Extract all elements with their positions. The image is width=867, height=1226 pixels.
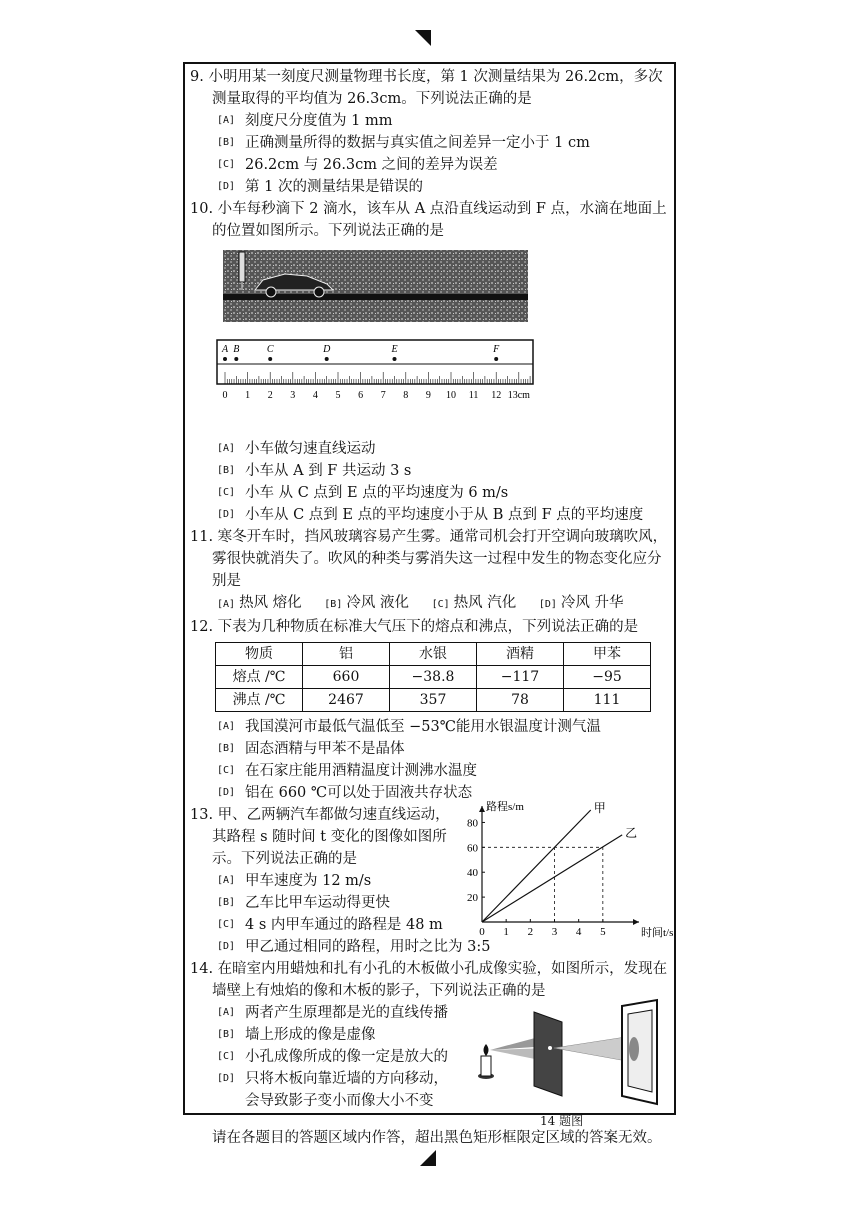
- table-header-cell: 酒精: [477, 643, 564, 666]
- ruler-tick-label: 12: [491, 390, 502, 401]
- table-cell: −38.8: [390, 666, 477, 689]
- question-11-option-d[interactable]: [D] 冷风 升华: [538, 595, 624, 611]
- ground-texture: [223, 300, 528, 322]
- question-12-option-d[interactable]: [D] 铝在 660 ℃可以处于固液共存状态: [217, 785, 473, 801]
- question-10-option-a[interactable]: [A] 小车做匀速直线运动: [217, 441, 376, 457]
- question-14-option-b[interactable]: [B] 墙上形成的像是虚像: [217, 1027, 376, 1043]
- pinhole-experiment-figure: [472, 1000, 667, 1108]
- water-drop-label: F: [493, 344, 500, 355]
- chart-axes: [479, 806, 639, 925]
- question-11-option-a[interactable]: [A] 热风 熔化: [217, 595, 302, 611]
- table-header-cell: 物质: [216, 643, 303, 666]
- question-9-option-b[interactable]: [B] 正确测量所得的数据与真实值之间差异一定小于 1 cm: [217, 135, 590, 151]
- answer-area: [190, 66, 674, 1128]
- ruler-tick-label: 3: [290, 390, 296, 401]
- water-drop-label: D: [323, 344, 331, 355]
- table-header-cell: 水银: [390, 643, 477, 666]
- alignment-mark-bottom: [420, 1150, 436, 1166]
- question-10-option-b[interactable]: [B] 小车从 A 到 F 共运动 3 s: [217, 463, 412, 479]
- x-tick-label: 3: [551, 926, 558, 938]
- ruler: [217, 340, 533, 384]
- table-cell: 沸点 /℃: [216, 689, 303, 712]
- figure-14-caption: 14 题图: [540, 1114, 584, 1128]
- y-axis-label: 路程s/m: [486, 801, 524, 813]
- table-cell: −95: [564, 666, 651, 689]
- series-label: 甲: [593, 801, 606, 815]
- ruler-tick-label: 8: [403, 390, 409, 401]
- question-10-option-c[interactable]: [C] 小车 从 C 点到 E 点的平均速度为 6 m/s: [217, 485, 509, 501]
- table-cell: −117: [477, 666, 564, 689]
- question-11-option-c[interactable]: [C] 热风 汽化: [431, 595, 517, 611]
- distance-time-chart: [452, 800, 674, 940]
- x-tick-label: 0: [479, 926, 485, 938]
- table-header-cell: 甲苯: [564, 643, 651, 666]
- x-axis-arrow: [633, 919, 639, 925]
- question-12-option-c[interactable]: [C] 在石家庄能用酒精温度计测沸水温度: [217, 763, 477, 779]
- table-row: [216, 689, 651, 712]
- table-cell: 2467: [303, 689, 390, 712]
- question-12-option-b[interactable]: [B] 固态酒精与甲苯不是晶体: [217, 741, 405, 757]
- table-cell: 660: [303, 666, 390, 689]
- question-13: [190, 801, 674, 958]
- question-12-option-a[interactable]: [A] 我国漠河市最低气温低至 −53℃能用水银温度计测气温: [217, 719, 601, 735]
- question-9-stem: 9. 小明用某一刻度尺测量物理书长度，第 1 次测量结果为 26.2cm，多次测量取得的平均值为 26.3cm。下列说法正确的是: [190, 69, 663, 107]
- ruler-tick-label: 10: [446, 390, 456, 401]
- x-tick-label: 5: [600, 926, 606, 938]
- water-drop-label: C: [266, 344, 274, 355]
- water-drop-point: [268, 357, 272, 361]
- table-row: [216, 666, 651, 689]
- ruler-tick-label: 6: [358, 390, 364, 401]
- x-tick-label: 2: [527, 926, 534, 938]
- footer-notice: 请在各题目的答题区域内作答，超出黑色矩形框限定区域的答案无效。: [212, 1130, 662, 1146]
- table-header-cell: 铝: [303, 643, 390, 666]
- series-line: [482, 810, 591, 922]
- series-label: 乙: [625, 825, 638, 840]
- ruler-tick-label: 7: [380, 390, 386, 401]
- water-drop-point: [494, 357, 498, 361]
- table-cell: 78: [477, 689, 564, 712]
- y-tick-label: 20: [467, 892, 478, 905]
- question-11: [190, 526, 670, 616]
- ruler-tick-label: 5: [335, 390, 341, 401]
- x-tick-label: 1: [503, 926, 509, 938]
- question-9-option-c[interactable]: [C] 26.2cm 与 26.3cm 之间的差异为误差: [217, 157, 498, 173]
- y-tick-label: 60: [467, 842, 478, 855]
- chart-series: [482, 810, 622, 922]
- water-drop-point: [393, 357, 397, 361]
- question-10-stem: 10. 小车每秒滴下 2 滴水，该车从 A 点沿直线运动到 F 点，水滴在地面上的位置如图所示。下列说法正确的是: [190, 201, 667, 239]
- question-9-option-d[interactable]: [D] 第 1 次的测量结果是错误的: [217, 179, 423, 195]
- y-tick-label: 80: [467, 817, 478, 830]
- water-drop-point: [223, 357, 227, 361]
- question-14-stem: 14. 在暗室内用蜡烛和扎有小孔的木板做小孔成像实验，如图所示，发现在墙壁上有烛焰的像和木板的影子，下列说法正确的是: [190, 961, 668, 999]
- candle-icon: [478, 1044, 494, 1079]
- y-axis-arrow: [479, 806, 485, 812]
- question-10-figure: [215, 246, 670, 434]
- ruler-tick-label: 0: [222, 390, 228, 401]
- water-drop-point: [234, 357, 238, 361]
- melting-boiling-table: [215, 642, 651, 712]
- car-and-ruler-figure: [215, 246, 535, 434]
- light-cone-right: [554, 1036, 632, 1062]
- question-11-stem: 11. 寒冬开车时，挡风玻璃容易产生雾。通常司机会打开空调向玻璃吹风，雾很快就消失了。吹风的种类与雾消失这一过程中发生的物态变化应分别是: [190, 529, 668, 589]
- question-12-stem: 12. 下表为几种物质在标准大气压下的熔点和沸点，下列说法正确的是: [190, 619, 639, 635]
- question-9-option-a[interactable]: [A] 刻度尺分度值为 1 mm: [217, 113, 393, 129]
- question-14-option-d[interactable]: [D] 只将木板向靠近墙的方向移动，会导致影子变小而像大小不变: [217, 1071, 448, 1109]
- series-line: [482, 835, 622, 922]
- x-tick-label: 4: [575, 926, 582, 938]
- water-drop-label: E: [391, 344, 398, 355]
- question-14-option-a[interactable]: [A] 两者产生原理都是光的直线传播: [217, 1005, 448, 1021]
- ruler-tick-label: 1: [245, 390, 251, 401]
- question-13-option-d[interactable]: [D] 甲乙通过相同的路程，用时之比为 3:5: [217, 939, 491, 955]
- alignment-mark-top: [415, 30, 431, 46]
- ruler-tick-label: 9: [425, 390, 431, 401]
- question-13-option-a[interactable]: [A] 甲车速度为 12 m/s: [217, 873, 372, 889]
- table-header-row: [216, 643, 651, 666]
- water-drop-point: [325, 357, 329, 361]
- y-tick-label: 40: [467, 867, 478, 880]
- question-13-option-c[interactable]: [C] 4 s 内甲车通过的路程是 48 m: [217, 917, 443, 933]
- ruler-tick-label: 2: [267, 390, 273, 401]
- question-10: [190, 198, 670, 526]
- question-10-option-d[interactable]: [D] 小车从 C 点到 E 点的平均速度小于从 B 点到 F 点的平均速度: [217, 507, 644, 523]
- water-drop-label: B: [233, 344, 240, 355]
- question-11-options: [190, 592, 670, 616]
- pinhole-board-icon: [534, 1012, 562, 1096]
- x-axis-label: 时间t/s: [641, 927, 674, 939]
- question-9: [190, 66, 670, 198]
- ruler-tick-label: 4: [312, 390, 318, 401]
- ruler-tick-labels: [223, 390, 531, 401]
- wall-screen-icon: [622, 1000, 657, 1104]
- table-cell: 熔点 /℃: [216, 666, 303, 689]
- ruler-tick-label: 11: [468, 390, 479, 401]
- ruler-tick-label: 13cm: [507, 390, 530, 401]
- chart-labels: [467, 799, 673, 939]
- question-13-option-b[interactable]: [B] 乙车比甲车运动得更快: [217, 895, 390, 911]
- question-11-option-b[interactable]: [B] 冷风 液化: [324, 595, 409, 611]
- question-12: [190, 616, 670, 804]
- question-14: [190, 958, 670, 1128]
- table-cell: 357: [390, 689, 477, 712]
- question-13-stem: 13. 甲、乙两辆汽车都做匀速直线运动，其路程 s 随时间 t 变化的图像如图所示。下列说法正确的是: [190, 807, 450, 867]
- table-cell: 111: [564, 689, 651, 712]
- water-drop-label: A: [221, 344, 229, 355]
- question-14-option-c[interactable]: [C] 小孔成像所成的像一定是放大的: [217, 1049, 448, 1065]
